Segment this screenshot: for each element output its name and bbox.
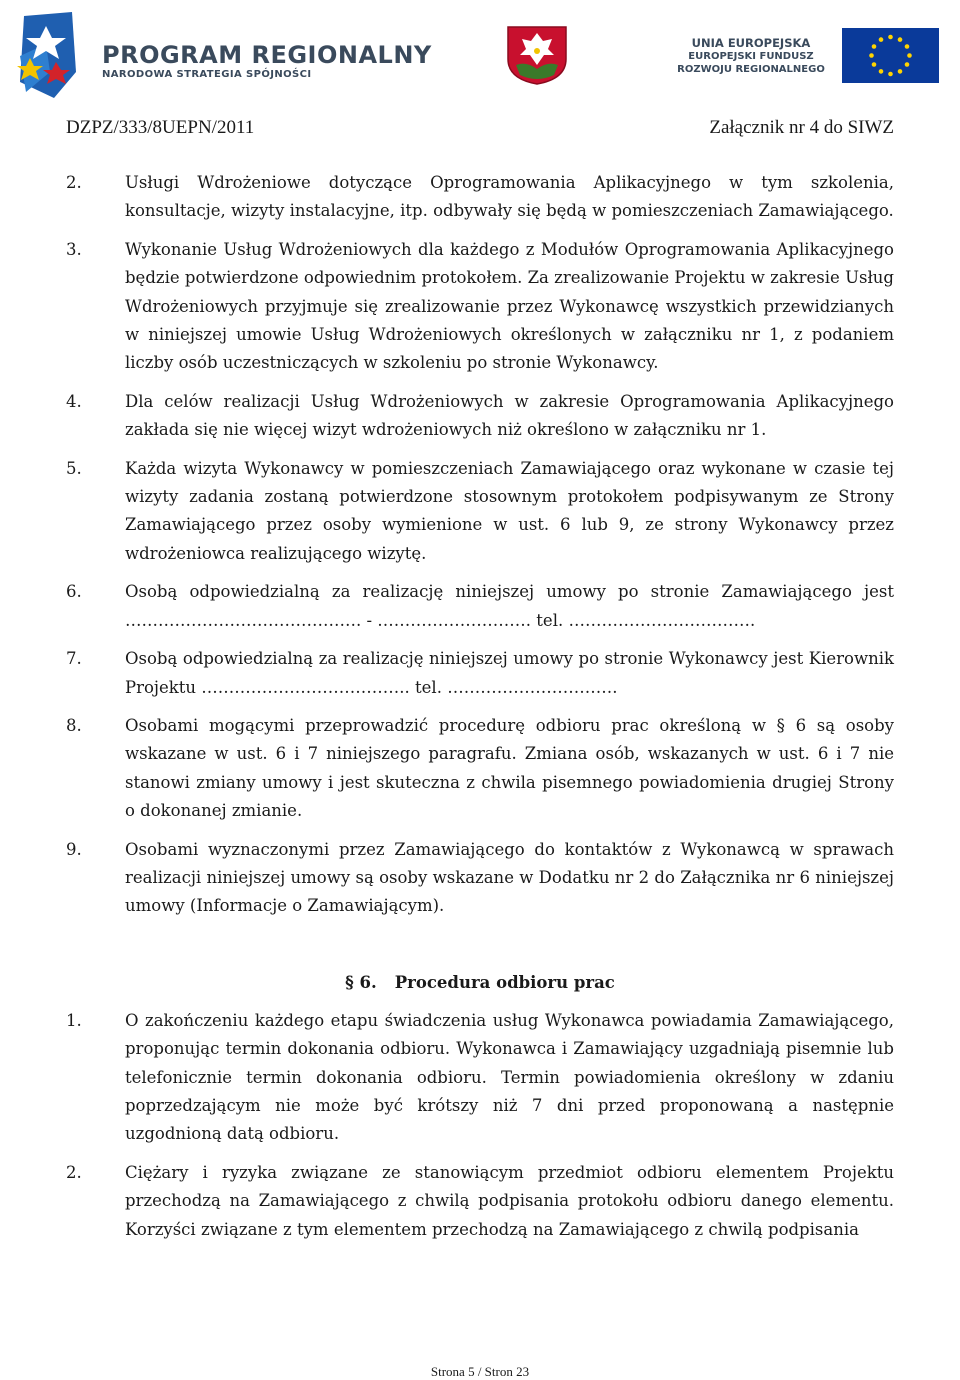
item-number: 3.: [66, 239, 82, 259]
item-number: 2.: [66, 1162, 82, 1182]
list-item: [66, 455, 894, 569]
item-text: Ciężary i ryzyka związane ze stanowiącym przedmiot odbioru elementem Projektu przechodzą na Zamawiającego z chwilą podpisania protokołu odbioru danego elementu. Korzyści związane z tym elementem przechodzą na Zamawiającego z chwilą podpisania: [125, 1162, 894, 1239]
logo-bar: [0, 0, 960, 105]
item-number: 1.: [66, 1010, 82, 1030]
list-item: [66, 836, 894, 921]
list-item: [66, 1007, 894, 1149]
eu-line2: EUROPEJSKI FUNDUSZ: [688, 51, 814, 62]
list-item: [66, 1159, 894, 1244]
item-text: Osobami wyznaczonymi przez Zamawiającego do kontaktów z Wykonawcą w sprawach realizacji niniejszej umowy są osoby wskazane w Dodatku nr 2 do Załącznika nr 6 niniejszej umowy (Informacje o Zamawiającym).: [125, 839, 894, 916]
star-emblem-icon: [16, 12, 82, 98]
eu-line1: UNIA EUROPEJSKA: [691, 36, 811, 50]
list-item: [66, 169, 894, 226]
item-number: 6.: [66, 582, 82, 602]
list-item: [66, 578, 894, 635]
eu-flag-icon: [842, 28, 939, 83]
attachment-label: Załącznik nr 4 do SIWZ: [709, 117, 894, 138]
item-number: 2.: [66, 173, 82, 192]
list-item: [66, 236, 894, 378]
item-text: Wykonanie Usług Wdrożeniowych dla każdego z Modułów Oprogramowania Aplikacyjnego będzie potwierdzone odpowiednim protokołem. Za zrealizowanie Projektu w zakresie Usług Wdrożeniowych przyjmuje się zrealizowanie przez Wykonawcę wszystkich przewidzianych w niniejszej umowie Usług Wdrożeniowych określonych w załączniku nr 1, z podaniem liczby osób uczestniczących w szkoleniu po stronie Wykonawcy.: [125, 239, 894, 373]
list-item: [66, 712, 894, 826]
item-text: Osobami mogącymi przeprowadzić procedurę odbioru prac określoną w § 6 są osoby wskazane w ust. 6 i 7 niniejszego paragrafu. Zmiana osób, wskazanych w ust. 6 i 7 nie stanowi zmiany umowy i jest skuteczna z chwila pisemnego powiadomienia drugiej Strony o dokonanej zmianie.: [125, 715, 894, 821]
eu-line3: ROZWOJU REGIONALNEGO: [677, 64, 825, 75]
item-text: Osobą odpowiedzialną za realizację niniejszej umowy po stronie Zamawiającego jest ……………………………………. - ………………………. tel. …………………………….: [125, 582, 894, 630]
program-subtitle: NARODOWA STRATEGIA SPÓJNOŚCI: [102, 69, 312, 80]
document-header: [66, 117, 894, 141]
document-body: [66, 169, 894, 1254]
item-number: 7.: [66, 649, 82, 669]
program-regionalny-logo: [16, 12, 432, 100]
item-text: Każda wizyta Wykonawcy w pomieszczeniach Zamawiającego oraz wykonane w czasie tej wizyty zadania zostaną potwierdzone stosownym protokołem podpisywanym ze Strony Zamawiającego przez osoby wymienione w ust. 6 lub 9, ze strony Wykonawcy przez wdrożeniowca realizującego wizytę.: [125, 458, 894, 563]
eu-logo: [668, 28, 940, 86]
section-heading: [66, 969, 894, 997]
item-number: 4.: [66, 391, 82, 411]
section-number: § 6.: [345, 972, 377, 992]
regional-crest-icon: [506, 25, 568, 85]
item-text: Usługi Wdrożeniowe dotyczące Oprogramowania Aplikacyjnego w tym szkolenia, konsultacje, wizyty instalacyjne, itp. odbywały się będą w pomieszczeniach Zamawiającego.: [125, 173, 894, 221]
item-text: Osobą odpowiedzialną za realizację niniejszej umowy po stronie Wykonawcy jest Kierownik Projektu ……………………………….. tel. ………………………….: [125, 649, 894, 697]
list-item: [66, 645, 894, 702]
section-title: Procedura odbioru prac: [394, 972, 615, 992]
item-number: 9.: [66, 839, 82, 859]
item-number: 5.: [66, 458, 82, 478]
item-text: O zakończeniu każdego etapu świadczenia usług Wykonawca powiadamia Zamawiającego, proponując termin dokonania odbioru. Wykonawca i Zamawiający uzgadniają pisemnie lub telefonicznie termin dokonania odbioru. Termin powiadomienia określony w zdaniu poprzedzającym nie może być krótszy niż 7 dni przed proponowaną a następnie uzgodnioną datą odbioru.: [125, 1010, 894, 1144]
program-title: PROGRAM REGIONALNY: [102, 41, 432, 69]
list-item: [66, 388, 894, 445]
page-footer: Strona 5 / Stron 23: [430, 1364, 530, 1379]
item-text: Dla celów realizacji Usług Wdrożeniowych w zakresie Oprogramowania Aplikacyjnego zakłada się nie więcej wizyt wdrożeniowych niż określono w załączniku nr 1.: [125, 391, 894, 440]
document-reference: DZPZ/333/8UEPN/2011: [66, 117, 255, 138]
item-number: 8.: [66, 715, 82, 735]
